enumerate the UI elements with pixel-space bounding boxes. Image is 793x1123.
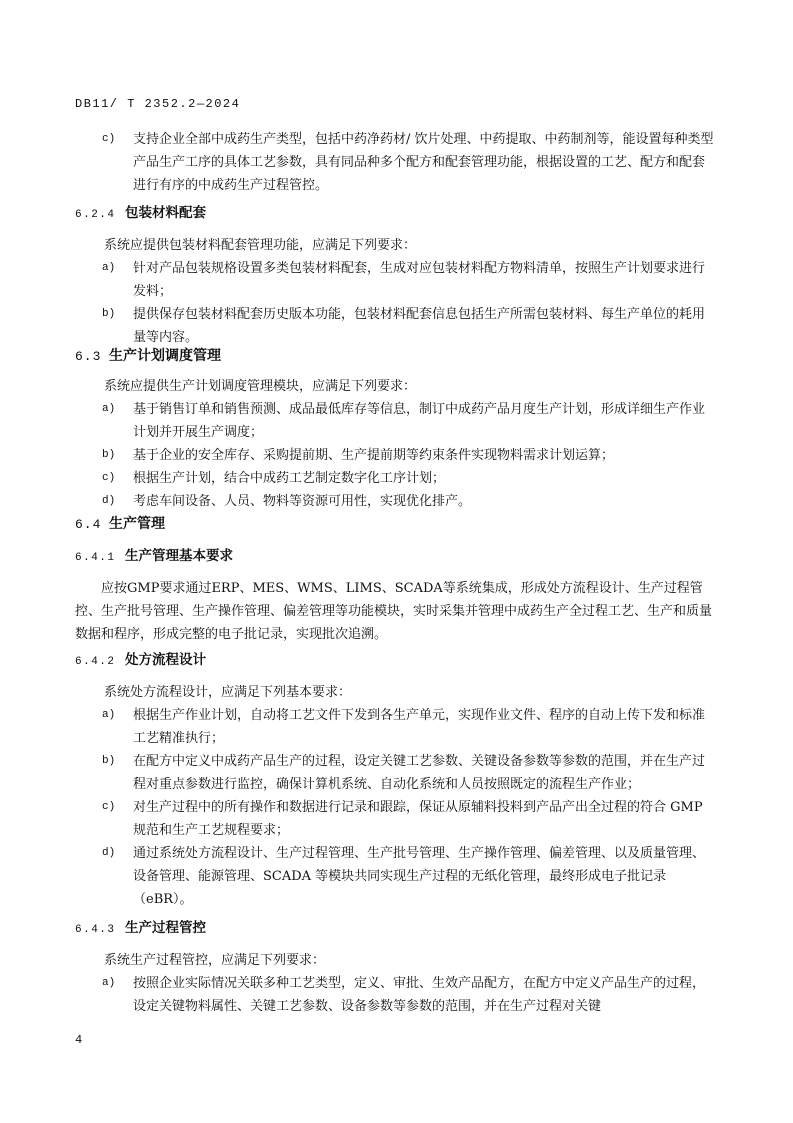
list-item — [75, 972, 715, 1018]
section-6-2-3-continued — [75, 128, 715, 197]
section-intro: 系统生产过程管控，应满足下列要求： — [104, 953, 326, 968]
list-item — [75, 467, 715, 490]
item-marker: d) — [102, 847, 116, 859]
section-6-4 — [75, 513, 715, 536]
section-intro: 系统处方流程设计，应满足下列基本要求： — [104, 685, 352, 700]
list-item — [75, 750, 715, 796]
section-number: 6.3 — [75, 349, 102, 364]
item-marker: b) — [102, 308, 116, 320]
section-heading — [75, 917, 715, 942]
section-6-3 — [75, 345, 715, 513]
item-marker: b) — [102, 449, 116, 461]
section-6-4-2 — [75, 649, 715, 911]
item-text: 针对产品包装规格设置多类包装材料配套，生成对应包装材料配方物料清单，按照生产计划要求进行发料； — [133, 261, 706, 299]
section-heading — [75, 202, 715, 227]
section-intro: 系统应提供包装材料配套管理功能，应满足下列要求： — [104, 238, 417, 253]
item-text: 按照企业实际情况关联多种工艺类型，定义、审批、生效产品配方，在配方中定义产品生产的过程，设定关键物料属性、关键工艺参数、设备参数等参数的范围，并在生产过程对关键 — [133, 976, 706, 1014]
list-item — [75, 128, 715, 197]
item-marker: a) — [102, 262, 116, 274]
section-title: 生产计划调度管理 — [109, 348, 221, 364]
section-number: 6.2.4 — [75, 209, 116, 221]
section-6-4-1 — [75, 545, 715, 646]
list-item — [75, 796, 715, 842]
section-title: 处方流程设计 — [125, 652, 206, 668]
section-intro: 系统应提供生产计划调度管理模块，应满足下列要求： — [104, 379, 417, 394]
item-marker: d) — [102, 495, 116, 507]
section-number: 6.4 — [75, 517, 102, 532]
item-marker: a) — [102, 403, 116, 415]
section-number: 6.4.3 — [75, 924, 116, 936]
item-text: 根据生产作业计划，自动将工艺文件下发到各生产单元，实现作业文件、程序的自动上传下发和标准工艺精准执行； — [133, 708, 706, 746]
item-text: 考虑车间设备、人员、物料等资源可用性，实现优化排产。 — [133, 494, 472, 509]
section-body: 应按GMP要求通过ERP、MES、WMS、LIMS、SCADA等系统集成，形成处方流程设计、生产过程管控、生产批号管理、生产操作管理、偏差管理等功能模块，实时采集并管理中成药生产全过程工艺、生产和质量数据和程序，形成完整的电子批记录，实现批次追溯。 — [75, 581, 713, 642]
section-heading — [75, 545, 715, 570]
item-marker: a) — [102, 709, 116, 721]
item-text: 基于销售订单和销售预测、成品最低库存等信息，制订中成药产品月度生产计划，形成详细生产作业计划并开展生产调度； — [133, 402, 706, 440]
section-heading — [75, 649, 715, 674]
list-item — [75, 704, 715, 750]
list-item — [75, 490, 715, 513]
list-item — [75, 257, 715, 303]
section-number: 6.4.1 — [75, 552, 116, 564]
item-text: 基于企业的安全库存、采购提前期、生产提前期等约束条件实现物料需求计划运算； — [133, 448, 615, 463]
item-marker: c) — [102, 472, 116, 484]
list-item — [75, 398, 715, 444]
standard-code-header: DB11/ T 2352.2—2024 — [75, 97, 241, 111]
list-item — [75, 303, 715, 349]
item-marker: c) — [102, 801, 116, 813]
item-text: 根据生产计划，结合中成药工艺制定数字化工序计划； — [133, 471, 446, 486]
item-marker: b) — [102, 755, 116, 767]
section-title: 包装材料配套 — [125, 205, 206, 221]
item-text: 对生产过程中的所有操作和数据进行记录和跟踪，保证从原辅料投料到产品产出全过程的符合 GMP 规范和生产工艺规程要求； — [133, 800, 703, 838]
list-item — [75, 842, 715, 911]
item-marker: c) — [102, 133, 116, 145]
section-title: 生产管理基本要求 — [125, 548, 233, 564]
section-heading — [75, 345, 715, 368]
section-6-4-3 — [75, 917, 715, 1018]
item-text: 支持企业全部中成药生产类型，包括中药净药材/ 饮片处理、中药提取、中药制剂等，能设置每种类型产品生产工序的具体工艺参数，具有同品种多个配方和配套管理功能，根据设置的工艺、配方和配套进行有序的中成药生产过程管控。 — [133, 132, 714, 193]
section-title: 生产过程管控 — [125, 920, 206, 936]
section-title: 生产管理 — [109, 516, 165, 532]
item-marker: a) — [102, 977, 116, 989]
section-6-2-4 — [75, 202, 715, 349]
item-text: 通过系统处方流程设计、生产过程管理、生产批号管理、生产操作管理、偏差管理、以及质量管理、设备管理、能源管理、SCADA 等模块共同实现生产过程的无纸化管理，最终形成电子批记录（eBR）。 — [133, 846, 706, 907]
section-number: 6.4.2 — [75, 656, 116, 668]
item-text: 提供保存包装材料配套历史版本功能，包装材料配套信息包括生产所需包装材料、每生产单位的耗用量等内容。 — [133, 307, 706, 345]
item-text: 在配方中定义中成药产品生产的过程，设定关键工艺参数、关键设备参数等参数的范围，并在生产过程对重点参数进行监控，确保计算机系统、自动化系统和人员按照既定的流程生产作业； — [133, 754, 706, 792]
section-heading — [75, 513, 715, 536]
list-item — [75, 444, 715, 467]
page-number: 4 — [75, 1033, 83, 1047]
